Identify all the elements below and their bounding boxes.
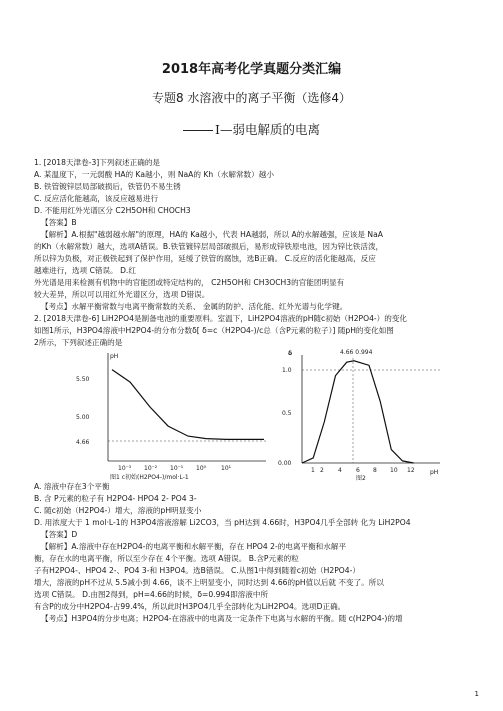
q1-explanation-line: 较大差异，所以可以用红外光谱区分，选项 D错误。 (34, 290, 210, 299)
section-rule (183, 130, 213, 131)
section-heading-text: I—弱电解质的电离 (215, 122, 320, 137)
figure-2-x-tick-label: 10 (390, 467, 398, 474)
figure-2 (270, 345, 470, 481)
figure-1-y-tick-label: 5.50 (76, 376, 90, 383)
figure-1-caption: 图1 c初始(H2PO4-)/mol·L-1 (110, 474, 189, 481)
q1-kaodian: 【考点】水解平衡常数与电离平衡常数的关系、 金属的防护、活化能、红外光谱与化学键。 (41, 302, 348, 311)
q2-option-a: A. 溶液中存在3个平衡 (34, 482, 110, 491)
q1-option-a: A. 某温度下，一元弱酸 HA的 Ka越小，则 NaA的 Kh（水解常数）越小 (34, 170, 274, 179)
q2-explanation-line: 衡，存在水的电离平衡，所以至少存在 4个平衡。选项 A错误。 B.含P元素的粒 (34, 554, 299, 563)
q1-option-b: B. 铁管镀锌层局部破损后，铁管仍不易生锈 (34, 182, 181, 191)
q2-explanation-line: 子有H2PO4-、HPO4 2-、PO4 3-和 H3PO4。选B错误。 C.从图1中得到随着c初始（H2PO4-） (34, 566, 360, 575)
q1-explanation-line: 越难进行，选项 C错误。 D.红 (34, 266, 136, 275)
figure-1-x-tick-label: 10⁻² (144, 465, 158, 472)
figure-2-y-tick-label: 1.0 (282, 367, 292, 374)
figure-2-peak-labels: 4.66 0.994 (340, 349, 373, 356)
figure-1-x-tick-label: 10⁻³ (118, 465, 132, 472)
q2-option-b: B. 含 P元素的粒子有 H2PO4- HPO4 2- PO4 3- (34, 494, 197, 503)
figure-2-caption: 图2 (356, 475, 366, 481)
figure-2-y-tick-label: 0.5 (282, 410, 292, 417)
figure-2-y-axis-label: δ (288, 350, 293, 357)
figure-1 (70, 349, 270, 481)
q2-explanation-line: 增大，溶液的pH不过从 5.5减小到 4.66，谈不上明显变小，同时达到 4.66的pH值以后就 不变了。所以 (34, 578, 384, 587)
figure-2-x-tick-label: 6 (356, 467, 360, 474)
figure-2-x-tick-label: 12 (407, 467, 415, 474)
figure-2-x-tick-label: 4 (338, 467, 342, 474)
figure-2-x-tick-label: 2 (320, 467, 324, 474)
figure-2-x-unit: pH (430, 469, 439, 476)
q2-option-c: C. 随c初始（H2PO4-）增大，溶液的pH明显变小 (34, 506, 202, 515)
figure-2-chart (270, 345, 470, 481)
figure-1-y-tick-label: 4.66 (76, 439, 90, 446)
q1-explanation-line: 外光谱是用来检测有机物中的官能团或特定结构的， C2H5OH和 CH3OCH3的官能团明显有 (34, 278, 345, 287)
q2-stem-line: 2所示，下列叙述正确的是 (34, 338, 123, 347)
q1-answer: 【答案】B (41, 218, 77, 227)
q1-option-d: D. 不能用红外光谱区分 C2H5OH和 CHOCH3 (34, 206, 191, 215)
q1-explanation-line: 的Kh（水解常数）越大，选项A错误。B.铁管镀锌层局部破损后，易形成锌铁原电池，因为锌比铁活泼， (34, 242, 384, 251)
q2-option-d: D. 用浓度大于 1 mol·L-1的 H3PO4溶液溶解 Li2CO3，当 pH达到 4.66时，H3PO4几乎全部转 化为 LiH2PO4 (34, 518, 411, 527)
q1-stem: 1. [2018天津卷-3]下列叙述正确的是 (34, 158, 161, 167)
q2-explanation-line: 【解析】A.溶液中存在H2PO4-的电离平衡和水解平衡，存在 HPO4 2-的电离平衡和水解平 (41, 542, 347, 551)
figure-2-x-tick-label: 8 (373, 467, 377, 474)
figure-1-x-tick-label: 10¹ (221, 465, 232, 472)
figure-1-y-tick-label: 5.00 (76, 414, 90, 421)
q1-option-c: C. 反应活化能越高，该反应越易进行 (34, 194, 159, 203)
q2-explanation-line: 有含P的成分中H2PO4-占99.4%，所以此时H3PO4几乎全部转化为LiH2PO4。选项D正确。 (34, 602, 346, 611)
figure-2-y-tick-label: 0.00 (278, 460, 292, 467)
figure-1-curve (112, 370, 264, 440)
page-number: 1 (474, 690, 479, 698)
q2-stem-line: 如图1所示，H3PO4溶液中H2PO4-的分布分数δ[ δ=c（H2PO4-)/c总（含P元素的粒子）] 随pH的变化如图 (34, 326, 394, 335)
q2-answer: 【答案】D (41, 530, 78, 539)
document-subtitle: 专题8 水溶液中的离子平衡（选修4） (151, 91, 352, 105)
figure-1-chart (70, 349, 270, 481)
q2-kaodian: 【考点】H3PO4的分步电离；H2PO4-在溶液中的电离及一定条件下电离与水解的平衡。随 c(H2PO4-)的增 (41, 614, 403, 623)
q2-stem-line: 2. [2018天津卷-6] LiH2PO4是制备电池的重要原料。室温下，LiH2PO4溶液的pH随c初始（H2PO4-）的变化 (34, 314, 408, 323)
figure-2-x-tick-label: 1 (311, 467, 315, 474)
document-title: 2018年高考化学真题分类汇编 (161, 62, 342, 77)
figure-1-x-tick-label: 10⁻¹ (170, 465, 184, 472)
q2-explanation-line: 选项 C错误。 D.由图2得到，pH=4.66的时候，δ=0.994即溶液中所 (34, 590, 269, 599)
figure-2-curve (302, 361, 414, 463)
q1-explanation-line: 所以锌为负极，对正极铁起到了保护作用，延缓了铁管的腐蚀，选B正确。 C.反应的活化能越高，反应 (34, 254, 376, 263)
figure-1-x-tick-label: 10⁰ (196, 465, 207, 472)
figure-1-y-axis-label: pH (110, 353, 119, 360)
q1-explanation-line: 【解析】A.根据"越弱越水解"的原理，HA的 Ka越小，代表 HA越弱，所以 A的水解越强，应该是 NaA (41, 230, 383, 239)
section-heading (0, 120, 503, 138)
